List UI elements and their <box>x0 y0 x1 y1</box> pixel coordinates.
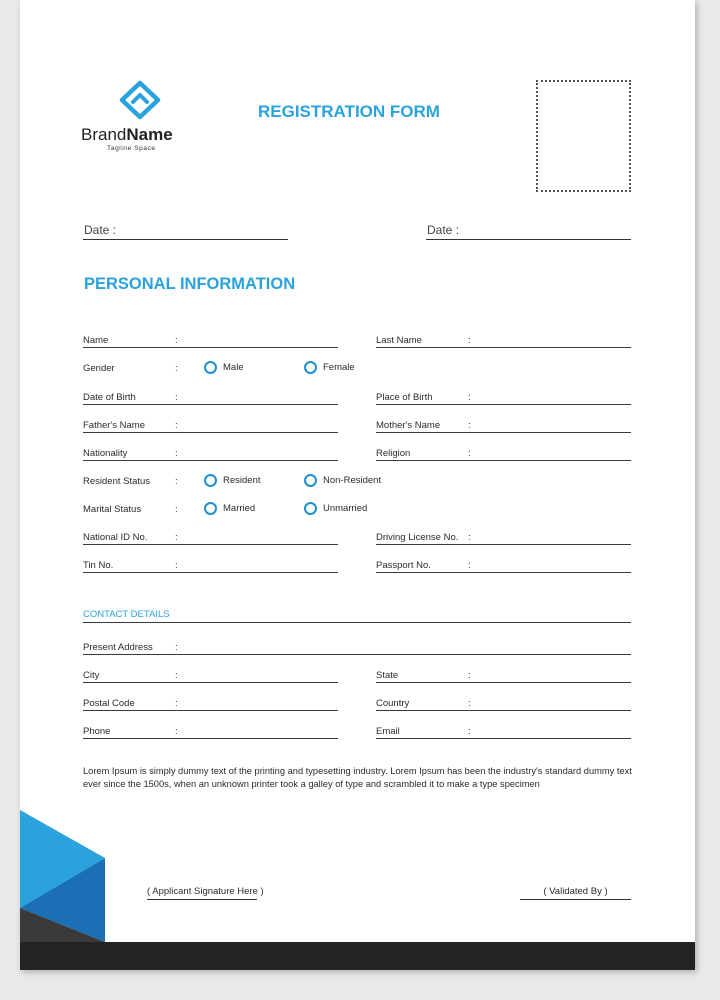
nationality-field[interactable]: Nationality : <box>83 447 338 461</box>
date-field-left[interactable] <box>83 222 288 240</box>
resident-status-label-row: Resident Status : <box>83 476 178 487</box>
present-address-field[interactable]: Present Address : <box>83 641 631 655</box>
radio-icon <box>204 361 217 374</box>
radio-icon <box>304 474 317 487</box>
date-label: Date : <box>84 223 117 237</box>
radio-icon <box>304 502 317 515</box>
unmarried-radio[interactable]: Unmarried <box>304 502 384 516</box>
father-name-field[interactable]: Father's Name : <box>83 419 338 433</box>
contact-divider <box>83 622 631 623</box>
brand-tagline: Tagline Space <box>107 145 156 152</box>
resident-radio[interactable]: Resident <box>204 474 284 488</box>
gender-male-radio[interactable]: Male <box>204 361 284 375</box>
disclaimer-text: Lorem Ipsum is simply dummy text of the printing and typesetting industry. Lorem Ipsum has been the industry's standard dummy text ever since the 1500s, when an unknown printer took a galley of type and scrambled it to make a type specimen <box>83 766 632 789</box>
applicant-signature-line[interactable]: ( Applicant Signature Here ) <box>147 886 257 900</box>
marital-status-label-row: Marital Status : <box>83 504 178 515</box>
photo-box[interactable] <box>536 80 631 192</box>
driving-license-field[interactable]: Driving License No. : <box>376 531 631 545</box>
last-name-field[interactable]: Last Name : <box>376 334 631 348</box>
national-id-field[interactable]: National ID No. : <box>83 531 338 545</box>
tin-field[interactable]: Tin No. : <box>83 559 338 573</box>
non-resident-radio[interactable]: Non-Resident <box>304 474 394 488</box>
religion-field[interactable]: Religion : <box>376 447 631 461</box>
dob-field[interactable]: Date of Birth : <box>83 391 338 405</box>
mother-name-field[interactable]: Mother's Name : <box>376 419 631 433</box>
personal-info-title: PERSONAL INFORMATION <box>84 275 296 293</box>
married-radio[interactable]: Married <box>204 502 284 516</box>
brand-name: BrandName <box>81 125 173 144</box>
radio-icon <box>204 474 217 487</box>
contact-details-title: CONTACT DETAILS <box>83 609 170 620</box>
country-field[interactable]: Country : <box>376 697 631 711</box>
city-field[interactable]: City : <box>83 669 338 683</box>
radio-icon <box>304 361 317 374</box>
form-title: REGISTRATION FORM <box>258 102 440 121</box>
phone-field[interactable]: Phone : <box>83 725 338 739</box>
pob-field[interactable]: Place of Birth : <box>376 391 631 405</box>
validated-by-line[interactable]: ( Validated By ) <box>520 886 631 900</box>
registration-form-page <box>20 0 695 970</box>
postal-code-field[interactable]: Postal Code : <box>83 697 338 711</box>
radio-icon <box>204 502 217 515</box>
state-field[interactable]: State : <box>376 669 631 683</box>
gender-female-radio[interactable]: Female <box>304 361 384 375</box>
date-field-right[interactable] <box>426 222 631 240</box>
passport-field[interactable]: Passport No. : <box>376 559 631 573</box>
email-field[interactable]: Email : <box>376 725 631 739</box>
footer-bar <box>20 942 695 970</box>
name-field[interactable]: Name : <box>83 334 338 348</box>
date-label: Date : <box>427 223 460 237</box>
gender-label-row: Gender : <box>83 363 178 374</box>
brand-logo-icon <box>118 80 162 120</box>
